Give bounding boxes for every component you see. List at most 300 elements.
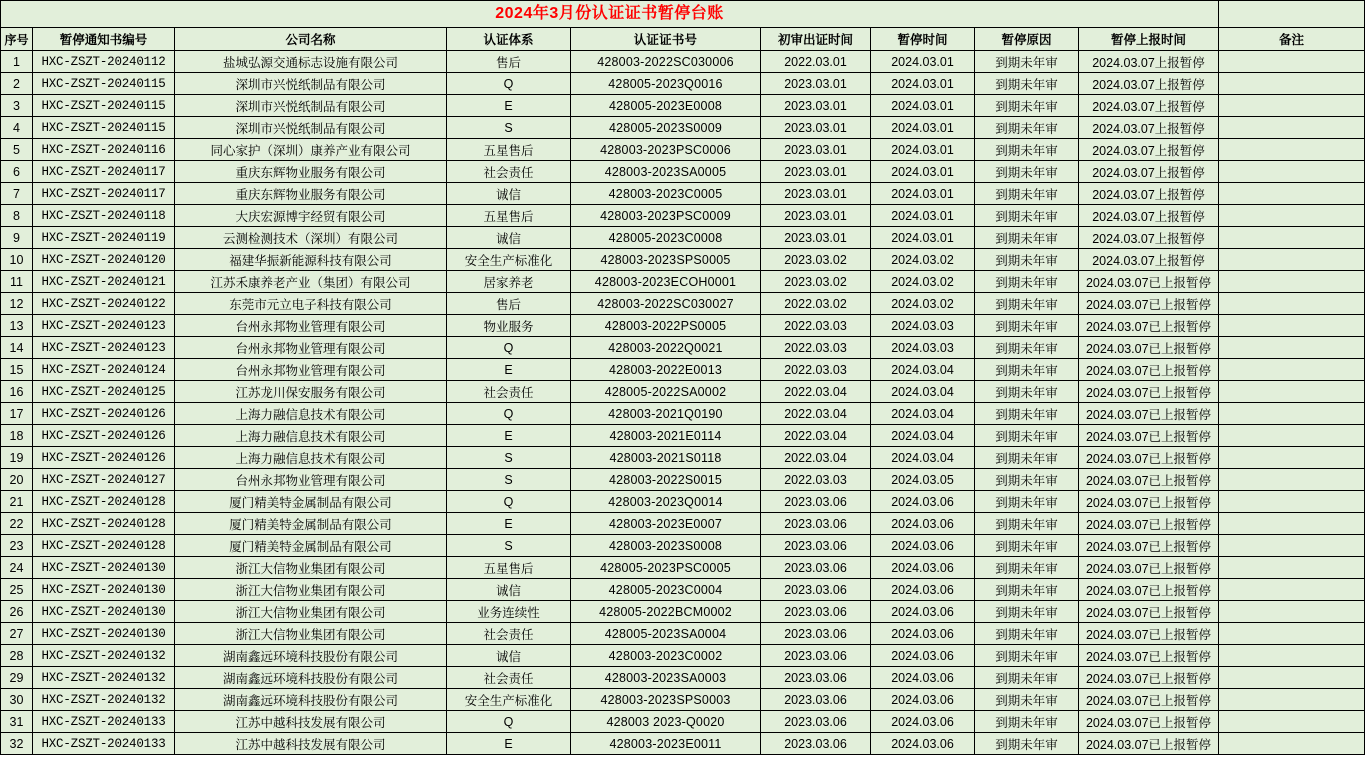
cell-suspend-date[interactable]: 2024.03.02 [871,293,975,315]
cell-report-date[interactable]: 2024.03.07已上报暂停 [1079,513,1219,535]
cell-company[interactable]: 江苏中越科技发展有限公司 [175,711,447,733]
cell-issue-date[interactable]: 2023.03.06 [761,711,871,733]
cell-report-date[interactable]: 2024.03.07上报暂停 [1079,51,1219,73]
cell-suspend-reason[interactable]: 到期未年审 [975,161,1079,183]
cell-suspend-reason[interactable]: 到期未年审 [975,51,1079,73]
cell-cert-no[interactable]: 428003-2023PSC0009 [571,205,761,227]
cell-cert-system[interactable]: S [447,535,571,557]
cell-cert-no[interactable]: 428005-2023Q0016 [571,73,761,95]
cell-seq[interactable]: 11 [1,271,33,293]
cell-issue-date[interactable]: 2023.03.01 [761,95,871,117]
cell-report-date[interactable]: 2024.03.07已上报暂停 [1079,711,1219,733]
table-row[interactable] [1,733,1365,755]
cell-cert-no[interactable]: 428003-2023C0005 [571,183,761,205]
cell-cert-no[interactable]: 428005-2023C0004 [571,579,761,601]
cell-company[interactable]: 深圳市兴悦纸制品有限公司 [175,95,447,117]
cell-cert-system[interactable]: 物业服务 [447,315,571,337]
cell-suspend-reason[interactable]: 到期未年审 [975,689,1079,711]
cell-remark[interactable] [1219,535,1365,557]
cell-suspend-reason[interactable]: 到期未年审 [975,139,1079,161]
cell-seq[interactable]: 24 [1,557,33,579]
cell-issue-date[interactable]: 2023.03.06 [761,645,871,667]
cell-issue-date[interactable]: 2022.03.02 [761,293,871,315]
cell-cert-no[interactable]: 428003-2023SA0005 [571,161,761,183]
cell-suspend-date[interactable]: 2024.03.06 [871,491,975,513]
table-row[interactable] [1,139,1365,161]
cell-remark[interactable] [1219,161,1365,183]
cell-suspend-date[interactable]: 2024.03.04 [871,359,975,381]
cell-issue-date[interactable]: 2022.03.03 [761,359,871,381]
cell-suspend-reason[interactable]: 到期未年审 [975,535,1079,557]
cell-company[interactable]: 重庆东辉物业服务有限公司 [175,183,447,205]
cell-seq[interactable]: 30 [1,689,33,711]
cell-suspend-reason[interactable]: 到期未年审 [975,491,1079,513]
cell-suspend-date[interactable]: 2024.03.01 [871,73,975,95]
cell-cert-system[interactable]: 五星售后 [447,139,571,161]
cell-notice-no[interactable]: HXC-ZSZT-20240123 [33,315,175,337]
cell-issue-date[interactable]: 2023.03.02 [761,271,871,293]
table-row[interactable] [1,381,1365,403]
cell-suspend-reason[interactable]: 到期未年审 [975,711,1079,733]
cell-cert-no[interactable]: 428003-2022E0013 [571,359,761,381]
cell-suspend-reason[interactable]: 到期未年审 [975,557,1079,579]
cell-cert-system[interactable]: 五星售后 [447,205,571,227]
cell-company[interactable]: 深圳市兴悦纸制品有限公司 [175,117,447,139]
cell-cert-no[interactable]: 428003-2023S0008 [571,535,761,557]
cell-cert-no[interactable]: 428003-2022SC030027 [571,293,761,315]
cell-cert-system[interactable]: 诚信 [447,579,571,601]
cell-seq[interactable]: 5 [1,139,33,161]
cell-report-date[interactable]: 2024.03.07已上报暂停 [1079,689,1219,711]
cell-issue-date[interactable]: 2023.03.01 [761,183,871,205]
cell-remark[interactable] [1219,557,1365,579]
cell-seq[interactable]: 8 [1,205,33,227]
table-row[interactable] [1,711,1365,733]
cell-notice-no[interactable]: HXC-ZSZT-20240130 [33,579,175,601]
cell-seq[interactable]: 10 [1,249,33,271]
cell-seq[interactable]: 4 [1,117,33,139]
cell-cert-system[interactable]: E [447,733,571,755]
cell-company[interactable]: 厦门精美特金属制品有限公司 [175,535,447,557]
cell-cert-no[interactable]: 428003-2023SA0003 [571,667,761,689]
cell-suspend-reason[interactable]: 到期未年审 [975,249,1079,271]
cell-seq[interactable]: 28 [1,645,33,667]
cell-seq[interactable]: 3 [1,95,33,117]
table-row[interactable] [1,447,1365,469]
cell-cert-system[interactable]: E [447,425,571,447]
table-row[interactable] [1,359,1365,381]
cell-notice-no[interactable]: HXC-ZSZT-20240125 [33,381,175,403]
cell-remark[interactable] [1219,95,1365,117]
cell-remark[interactable] [1219,491,1365,513]
cell-remark[interactable] [1219,425,1365,447]
cell-seq[interactable]: 20 [1,469,33,491]
cell-report-date[interactable]: 2024.03.07已上报暂停 [1079,271,1219,293]
cell-report-date[interactable]: 2024.03.07已上报暂停 [1079,557,1219,579]
table-row[interactable] [1,667,1365,689]
cell-issue-date[interactable]: 2022.03.04 [761,381,871,403]
cell-suspend-date[interactable]: 2024.03.04 [871,425,975,447]
cell-suspend-date[interactable]: 2024.03.01 [871,117,975,139]
table-row[interactable] [1,491,1365,513]
cell-company[interactable]: 盐城弘源交通标志设施有限公司 [175,51,447,73]
cell-cert-no[interactable]: 428003-2023SPS0005 [571,249,761,271]
cell-suspend-reason[interactable]: 到期未年审 [975,293,1079,315]
cell-issue-date[interactable]: 2023.03.01 [761,227,871,249]
cell-report-date[interactable]: 2024.03.07上报暂停 [1079,161,1219,183]
cell-notice-no[interactable]: HXC-ZSZT-20240121 [33,271,175,293]
cell-cert-system[interactable]: 居家养老 [447,271,571,293]
cell-seq[interactable]: 27 [1,623,33,645]
cell-company[interactable]: 上海力融信息技术有限公司 [175,447,447,469]
table-row[interactable] [1,689,1365,711]
cell-cert-system[interactable]: 诚信 [447,645,571,667]
cell-remark[interactable] [1219,689,1365,711]
table-row[interactable] [1,623,1365,645]
cell-notice-no[interactable]: HXC-ZSZT-20240132 [33,667,175,689]
cell-issue-date[interactable]: 2023.03.02 [761,249,871,271]
cell-company[interactable]: 云测检测技术（深圳）有限公司 [175,227,447,249]
cell-company[interactable]: 福建华振新能源科技有限公司 [175,249,447,271]
cell-company[interactable]: 同心家护（深圳）康养产业有限公司 [175,139,447,161]
cell-issue-date[interactable]: 2023.03.01 [761,139,871,161]
cell-report-date[interactable]: 2024.03.07已上报暂停 [1079,623,1219,645]
cell-report-date[interactable]: 2024.03.07上报暂停 [1079,117,1219,139]
cell-suspend-date[interactable]: 2024.03.03 [871,337,975,359]
cell-report-date[interactable]: 2024.03.07上报暂停 [1079,249,1219,271]
cell-notice-no[interactable]: HXC-ZSZT-20240115 [33,95,175,117]
cell-cert-no[interactable]: 428003-2022PS0005 [571,315,761,337]
cell-issue-date[interactable]: 2023.03.01 [761,117,871,139]
cell-company[interactable]: 湖南鑫远环境科技股份有限公司 [175,689,447,711]
cell-report-date[interactable]: 2024.03.07上报暂停 [1079,183,1219,205]
cell-issue-date[interactable]: 2022.03.04 [761,403,871,425]
cell-remark[interactable] [1219,579,1365,601]
cell-report-date[interactable]: 2024.03.07已上报暂停 [1079,359,1219,381]
cell-company[interactable]: 台州永邦物业管理有限公司 [175,359,447,381]
cell-issue-date[interactable]: 2022.03.04 [761,425,871,447]
cell-remark[interactable] [1219,469,1365,491]
cell-suspend-date[interactable]: 2024.03.06 [871,645,975,667]
table-row[interactable] [1,51,1365,73]
cell-notice-no[interactable]: HXC-ZSZT-20240133 [33,711,175,733]
cell-notice-no[interactable]: HXC-ZSZT-20240128 [33,513,175,535]
cell-suspend-date[interactable]: 2024.03.01 [871,95,975,117]
cell-suspend-date[interactable]: 2024.03.02 [871,249,975,271]
cell-company[interactable]: 浙江大信物业集团有限公司 [175,623,447,645]
cell-notice-no[interactable]: HXC-ZSZT-20240116 [33,139,175,161]
cell-suspend-date[interactable]: 2024.03.04 [871,403,975,425]
cell-notice-no[interactable]: HXC-ZSZT-20240132 [33,689,175,711]
cell-cert-no[interactable]: 428005-2022SA0002 [571,381,761,403]
cell-cert-system[interactable]: Q [447,491,571,513]
table-row[interactable] [1,293,1365,315]
cell-report-date[interactable]: 2024.03.07已上报暂停 [1079,667,1219,689]
cell-suspend-date[interactable]: 2024.03.01 [871,183,975,205]
cell-cert-system[interactable]: 售后 [447,51,571,73]
cell-remark[interactable] [1219,447,1365,469]
cell-notice-no[interactable]: HXC-ZSZT-20240128 [33,491,175,513]
cell-notice-no[interactable]: HXC-ZSZT-20240130 [33,557,175,579]
cell-notice-no[interactable]: HXC-ZSZT-20240127 [33,469,175,491]
table-row[interactable] [1,557,1365,579]
cell-notice-no[interactable]: HXC-ZSZT-20240130 [33,601,175,623]
cell-notice-no[interactable]: HXC-ZSZT-20240117 [33,161,175,183]
table-row[interactable] [1,227,1365,249]
cell-suspend-reason[interactable]: 到期未年审 [975,73,1079,95]
cell-notice-no[interactable]: HXC-ZSZT-20240112 [33,51,175,73]
cell-suspend-date[interactable]: 2024.03.06 [871,513,975,535]
cell-issue-date[interactable]: 2022.03.01 [761,51,871,73]
cell-cert-no[interactable]: 428005-2023S0009 [571,117,761,139]
table-row[interactable] [1,117,1365,139]
cell-suspend-date[interactable]: 2024.03.06 [871,557,975,579]
cell-company[interactable]: 台州永邦物业管理有限公司 [175,337,447,359]
cell-cert-no[interactable]: 428003-2021E0114 [571,425,761,447]
cell-suspend-reason[interactable]: 到期未年审 [975,359,1079,381]
cell-seq[interactable]: 17 [1,403,33,425]
cell-cert-system[interactable]: 社会责任 [447,623,571,645]
cell-notice-no[interactable]: HXC-ZSZT-20240126 [33,425,175,447]
cell-remark[interactable] [1219,227,1365,249]
table-row[interactable] [1,403,1365,425]
cell-notice-no[interactable]: HXC-ZSZT-20240117 [33,183,175,205]
cell-cert-no[interactable]: 428005-2023E0008 [571,95,761,117]
cell-cert-system[interactable]: 售后 [447,293,571,315]
cell-suspend-date[interactable]: 2024.03.05 [871,469,975,491]
cell-notice-no[interactable]: HXC-ZSZT-20240115 [33,117,175,139]
cell-cert-system[interactable]: Q [447,337,571,359]
cell-cert-no[interactable]: 428003 2023-Q0020 [571,711,761,733]
cell-remark[interactable] [1219,513,1365,535]
cell-report-date[interactable]: 2024.03.07已上报暂停 [1079,645,1219,667]
table-row[interactable] [1,579,1365,601]
cell-notice-no[interactable]: HXC-ZSZT-20240123 [33,337,175,359]
cell-suspend-date[interactable]: 2024.03.06 [871,535,975,557]
table-row[interactable] [1,513,1365,535]
cell-cert-system[interactable]: Q [447,73,571,95]
cell-suspend-reason[interactable]: 到期未年审 [975,623,1079,645]
cell-notice-no[interactable]: HXC-ZSZT-20240133 [33,733,175,755]
cell-suspend-reason[interactable]: 到期未年审 [975,315,1079,337]
cell-remark[interactable] [1219,139,1365,161]
cell-report-date[interactable]: 2024.03.07上报暂停 [1079,227,1219,249]
cell-cert-system[interactable]: E [447,95,571,117]
cell-company[interactable]: 厦门精美特金属制品有限公司 [175,491,447,513]
cell-suspend-reason[interactable]: 到期未年审 [975,183,1079,205]
cell-suspend-reason[interactable]: 到期未年审 [975,645,1079,667]
cell-report-date[interactable]: 2024.03.07已上报暂停 [1079,601,1219,623]
cell-suspend-date[interactable]: 2024.03.01 [871,161,975,183]
cell-suspend-reason[interactable]: 到期未年审 [975,425,1079,447]
cell-cert-system[interactable]: 诚信 [447,183,571,205]
cell-company[interactable]: 浙江大信物业集团有限公司 [175,601,447,623]
cell-report-date[interactable]: 2024.03.07已上报暂停 [1079,447,1219,469]
cell-issue-date[interactable]: 2023.03.06 [761,491,871,513]
cell-issue-date[interactable]: 2023.03.06 [761,557,871,579]
cell-seq[interactable]: 6 [1,161,33,183]
cell-report-date[interactable]: 2024.03.07已上报暂停 [1079,535,1219,557]
cell-issue-date[interactable]: 2023.03.06 [761,513,871,535]
cell-seq[interactable]: 2 [1,73,33,95]
cell-cert-system[interactable]: S [447,469,571,491]
cell-company[interactable]: 深圳市兴悦纸制品有限公司 [175,73,447,95]
cell-suspend-reason[interactable]: 到期未年审 [975,337,1079,359]
cell-cert-no[interactable]: 428005-2022BCM0002 [571,601,761,623]
cell-remark[interactable] [1219,337,1365,359]
cell-seq[interactable]: 15 [1,359,33,381]
cell-cert-system[interactable]: 社会责任 [447,381,571,403]
cell-remark[interactable] [1219,359,1365,381]
cell-report-date[interactable]: 2024.03.07已上报暂停 [1079,425,1219,447]
cell-cert-no[interactable]: 428003-2021Q0190 [571,403,761,425]
cell-notice-no[interactable]: HXC-ZSZT-20240119 [33,227,175,249]
cell-issue-date[interactable]: 2023.03.06 [761,579,871,601]
cell-report-date[interactable]: 2024.03.07上报暂停 [1079,95,1219,117]
cell-issue-date[interactable]: 2023.03.01 [761,205,871,227]
cell-remark[interactable] [1219,623,1365,645]
cell-suspend-reason[interactable]: 到期未年审 [975,513,1079,535]
cell-suspend-date[interactable]: 2024.03.03 [871,315,975,337]
cell-cert-no[interactable]: 428003-2023E0011 [571,733,761,755]
cell-report-date[interactable]: 2024.03.07上报暂停 [1079,73,1219,95]
cell-remark[interactable] [1219,601,1365,623]
cell-cert-no[interactable]: 428003-2023E0007 [571,513,761,535]
cell-suspend-date[interactable]: 2024.03.01 [871,205,975,227]
table-row[interactable] [1,161,1365,183]
cell-suspend-reason[interactable]: 到期未年审 [975,271,1079,293]
cell-cert-system[interactable]: 安全生产标准化 [447,689,571,711]
cell-report-date[interactable]: 2024.03.07已上报暂停 [1079,469,1219,491]
cell-suspend-date[interactable]: 2024.03.06 [871,623,975,645]
cell-seq[interactable]: 21 [1,491,33,513]
cell-suspend-reason[interactable]: 到期未年审 [975,447,1079,469]
cell-seq[interactable]: 18 [1,425,33,447]
cell-issue-date[interactable]: 2023.03.06 [761,623,871,645]
cell-cert-no[interactable]: 428005-2023SA0004 [571,623,761,645]
cell-remark[interactable] [1219,711,1365,733]
cell-issue-date[interactable]: 2022.03.03 [761,315,871,337]
cell-suspend-date[interactable]: 2024.03.01 [871,51,975,73]
table-row[interactable] [1,601,1365,623]
cell-company[interactable]: 江苏禾康养老产业（集团）有限公司 [175,271,447,293]
cell-seq[interactable]: 22 [1,513,33,535]
table-row[interactable] [1,469,1365,491]
cell-issue-date[interactable]: 2023.03.06 [761,601,871,623]
cell-suspend-date[interactable]: 2024.03.06 [871,733,975,755]
table-row[interactable] [1,315,1365,337]
cell-company[interactable]: 厦门精美特金属制品有限公司 [175,513,447,535]
cell-notice-no[interactable]: HXC-ZSZT-20240130 [33,623,175,645]
cell-remark[interactable] [1219,271,1365,293]
cell-seq[interactable]: 14 [1,337,33,359]
cell-seq[interactable]: 29 [1,667,33,689]
cell-company[interactable]: 东莞市元立电子科技有限公司 [175,293,447,315]
cell-suspend-reason[interactable]: 到期未年审 [975,733,1079,755]
cell-seq[interactable]: 13 [1,315,33,337]
cell-suspend-date[interactable]: 2024.03.06 [871,711,975,733]
cell-report-date[interactable]: 2024.03.07已上报暂停 [1079,293,1219,315]
cell-cert-no[interactable]: 428003-2023PSC0006 [571,139,761,161]
cell-cert-system[interactable]: E [447,359,571,381]
cell-company[interactable]: 台州永邦物业管理有限公司 [175,469,447,491]
cell-seq[interactable]: 23 [1,535,33,557]
cell-cert-no[interactable]: 428003-2023SPS0003 [571,689,761,711]
cell-company[interactable]: 上海力融信息技术有限公司 [175,425,447,447]
cell-seq[interactable]: 31 [1,711,33,733]
cell-report-date[interactable]: 2024.03.07上报暂停 [1079,205,1219,227]
cell-report-date[interactable]: 2024.03.07已上报暂停 [1079,315,1219,337]
cell-cert-system[interactable]: E [447,513,571,535]
cell-remark[interactable] [1219,73,1365,95]
cell-remark[interactable] [1219,183,1365,205]
cell-cert-no[interactable]: 428003-2022S0015 [571,469,761,491]
cell-cert-system[interactable]: Q [447,711,571,733]
cell-suspend-reason[interactable]: 到期未年审 [975,579,1079,601]
cell-suspend-reason[interactable]: 到期未年审 [975,601,1079,623]
table-row[interactable] [1,425,1365,447]
cell-company[interactable]: 大庆宏源博宇经贸有限公司 [175,205,447,227]
table-row[interactable] [1,535,1365,557]
cell-notice-no[interactable]: HXC-ZSZT-20240122 [33,293,175,315]
cell-cert-system[interactable]: 社会责任 [447,161,571,183]
cell-remark[interactable] [1219,403,1365,425]
cell-cert-system[interactable]: 安全生产标准化 [447,249,571,271]
cell-notice-no[interactable]: HXC-ZSZT-20240115 [33,73,175,95]
cell-report-date[interactable]: 2024.03.07已上报暂停 [1079,579,1219,601]
cell-suspend-reason[interactable]: 到期未年审 [975,227,1079,249]
cell-notice-no[interactable]: HXC-ZSZT-20240132 [33,645,175,667]
cell-cert-no[interactable]: 428005-2023PSC0005 [571,557,761,579]
cell-cert-system[interactable]: 诚信 [447,227,571,249]
table-row[interactable] [1,183,1365,205]
cell-company[interactable]: 重庆东辉物业服务有限公司 [175,161,447,183]
cell-cert-no[interactable]: 428003-2021S0118 [571,447,761,469]
cell-seq[interactable]: 1 [1,51,33,73]
cell-seq[interactable]: 26 [1,601,33,623]
cell-cert-no[interactable]: 428003-2023C0002 [571,645,761,667]
cell-notice-no[interactable]: HXC-ZSZT-20240128 [33,535,175,557]
table-row[interactable] [1,249,1365,271]
cell-company[interactable]: 湖南鑫远环境科技股份有限公司 [175,667,447,689]
cell-cert-system[interactable]: S [447,447,571,469]
cell-company[interactable]: 台州永邦物业管理有限公司 [175,315,447,337]
cell-report-date[interactable]: 2024.03.07已上报暂停 [1079,381,1219,403]
table-row[interactable] [1,645,1365,667]
cell-remark[interactable] [1219,249,1365,271]
table-row[interactable] [1,271,1365,293]
cell-company[interactable]: 浙江大信物业集团有限公司 [175,557,447,579]
cell-seq[interactable]: 9 [1,227,33,249]
cell-report-date[interactable]: 2024.03.07已上报暂停 [1079,403,1219,425]
cell-issue-date[interactable]: 2023.03.06 [761,689,871,711]
cell-cert-no[interactable]: 428003-2022Q0021 [571,337,761,359]
cell-report-date[interactable]: 2024.03.07上报暂停 [1079,139,1219,161]
cell-notice-no[interactable]: HXC-ZSZT-20240124 [33,359,175,381]
cell-suspend-reason[interactable]: 到期未年审 [975,667,1079,689]
cell-cert-no[interactable]: 428005-2023C0008 [571,227,761,249]
cell-notice-no[interactable]: HXC-ZSZT-20240126 [33,403,175,425]
cell-cert-no[interactable]: 428003-2022SC030006 [571,51,761,73]
cell-suspend-reason[interactable]: 到期未年审 [975,205,1079,227]
cell-seq[interactable]: 19 [1,447,33,469]
cell-issue-date[interactable]: 2023.03.01 [761,73,871,95]
cell-report-date[interactable]: 2024.03.07已上报暂停 [1079,337,1219,359]
cell-company[interactable]: 上海力融信息技术有限公司 [175,403,447,425]
table-row[interactable] [1,337,1365,359]
cell-remark[interactable] [1219,315,1365,337]
table-row[interactable] [1,205,1365,227]
